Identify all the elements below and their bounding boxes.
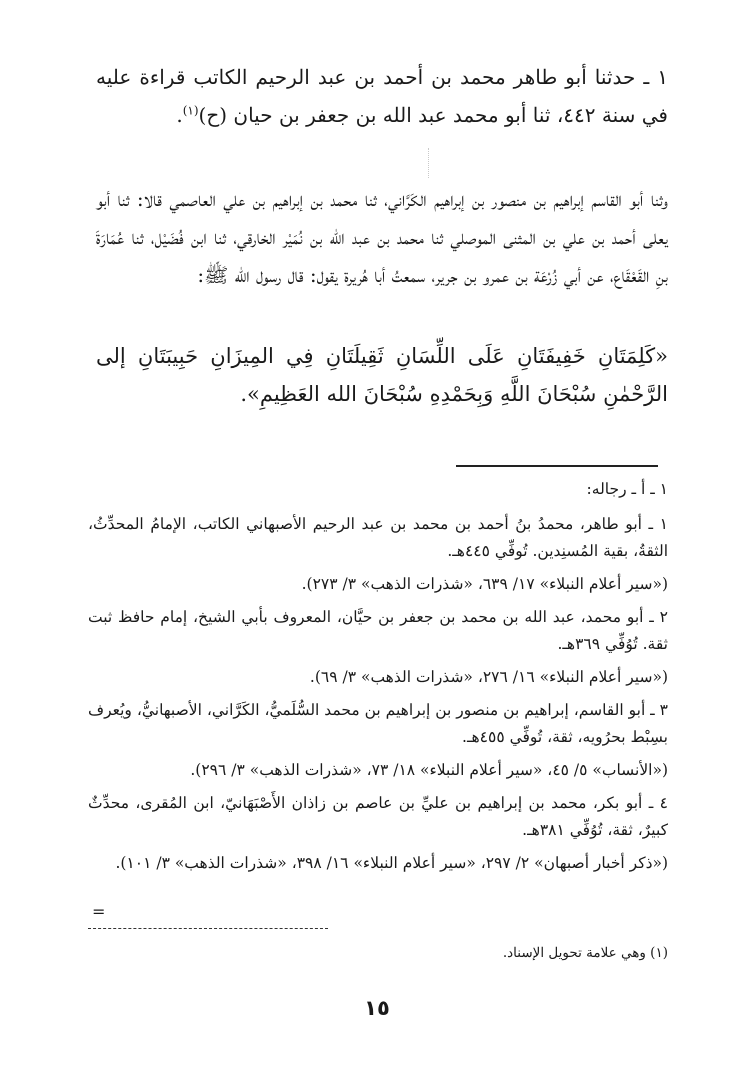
notes-heading: ١ ـ أ ـ رجاله: xyxy=(586,480,668,498)
paragraph-2-text: وثنا أبو القاسم إبراهيم بن منصور بن إبراهيم الكَرَّاني، ثنا محمد بن إبراهيم بن علي العاصمي قالا: ثنا أبو يعلى أحمد بن علي بن المثنى الموصلي ثنا محمد بن عبد الله بن نُمَيْر الخارقي، ثنا ابن فُضَيْل، ثنا عُمَارَةَ بنِ القَعْقَاع، عن أبي زُرْعَة بن عمرو بن جرير، سمعتُ أبا هُريرة يقول: قال رسول الله ﷺ: xyxy=(96,187,668,287)
hadith-text xyxy=(96,337,668,413)
footnote: (١) وهي علامة تحويل الإسناد. xyxy=(502,945,668,961)
note-reference: («ذكر أخبار أصبهان» ٢/ ٢٩٧، «سير أعلام النبلاء» ١٦/ ٣٩٨، «شذرات الذهب» ٣/ ١٠١). xyxy=(115,854,668,872)
paragraph-1-end: . xyxy=(176,103,183,127)
hadith-chain-paragraph-2 xyxy=(96,180,668,294)
note-reference: («سير أعلام النبلاء» ١٧/ ٦٣٩، «شذرات الذهب» ٣/ ٢٧٣). xyxy=(301,575,668,593)
note-item: ٤ ـ أبو بكر، محمد بن إبراهيم بن عليِّ بن عاصم بن زاذان الأَصْبَهَانيّ، ابن المُقرى، محدِّثٌ كبيرٌ، ثقة، تُوُفِّي ٣٨١هـ. xyxy=(88,794,668,839)
note-item: ٢ ـ أبو محمد، عبد الله بن محمد بن جعفر بن حيَّان، المعروف بأبي الشيخ، إمام حافظ ثبت ثقة. تُوُفِّي ٣٦٩هـ. xyxy=(88,608,668,653)
notes-separator-line xyxy=(456,465,658,467)
narrators-notes xyxy=(88,476,668,883)
paragraph-1-text: ١ ـ حدثنا أبو طاهر محمد بن أحمد بن عبد الرحيم الكاتب قراءة عليه في سنة ٤٤٢، ثنا أبو محمد عبد الله بن جعفر بن حيان (ح) xyxy=(96,65,668,127)
note-item: ٣ ـ أبو القاسم، إبراهيم بن منصور بن إبراهيم بن محمد السُّلَميُّ، الكَرَّاني، الأصبهانيُّ، ويُعرف بسِبْط بحرُويه، ثقة، تُوفِّي ٤٥٥هـ. xyxy=(88,701,668,746)
note-item: ١ ـ أبو طاهر، محمدُ بنُ أحمد بن محمد بن عبد الرحيم الأصبهاني الكاتب، الإمامُ المحدِّثُ، الثقةُ، بقية المُسنِدين. تُوفِّي ٤٤٥هـ. xyxy=(88,515,668,560)
footnote-reference[interactable]: (١) xyxy=(182,103,199,118)
footnote-separator xyxy=(88,928,328,929)
hadith-matn: «كَلِمَتَانِ خَفِيفَتَانِ عَلَى اللِّسَانِ ثَقِيلَتَانِ فِي المِيزَانِ حَبِيبَتَانِ إلى الرَّحْمٰنِ سُبْحَانَ اللَّهِ وَبِحَمْدِهِ سُبْحَانَ الله العَظِيمِ». xyxy=(96,344,668,406)
page-number: ١٥ xyxy=(364,996,390,1020)
continuation-mark: = xyxy=(92,902,106,921)
note-reference: («الأنساب» ٥/ ٤٥، «سير أعلام النبلاء» ١٨/ ٧٣، «شذرات الذهب» ٣/ ٢٩٦). xyxy=(190,761,668,779)
scan-artifact xyxy=(428,148,433,178)
hadith-chain-paragraph-1 xyxy=(96,58,668,134)
note-reference: («سير أعلام النبلاء» ١٦/ ٢٧٦، «شذرات الذهب» ٣/ ٦٩). xyxy=(309,668,668,686)
